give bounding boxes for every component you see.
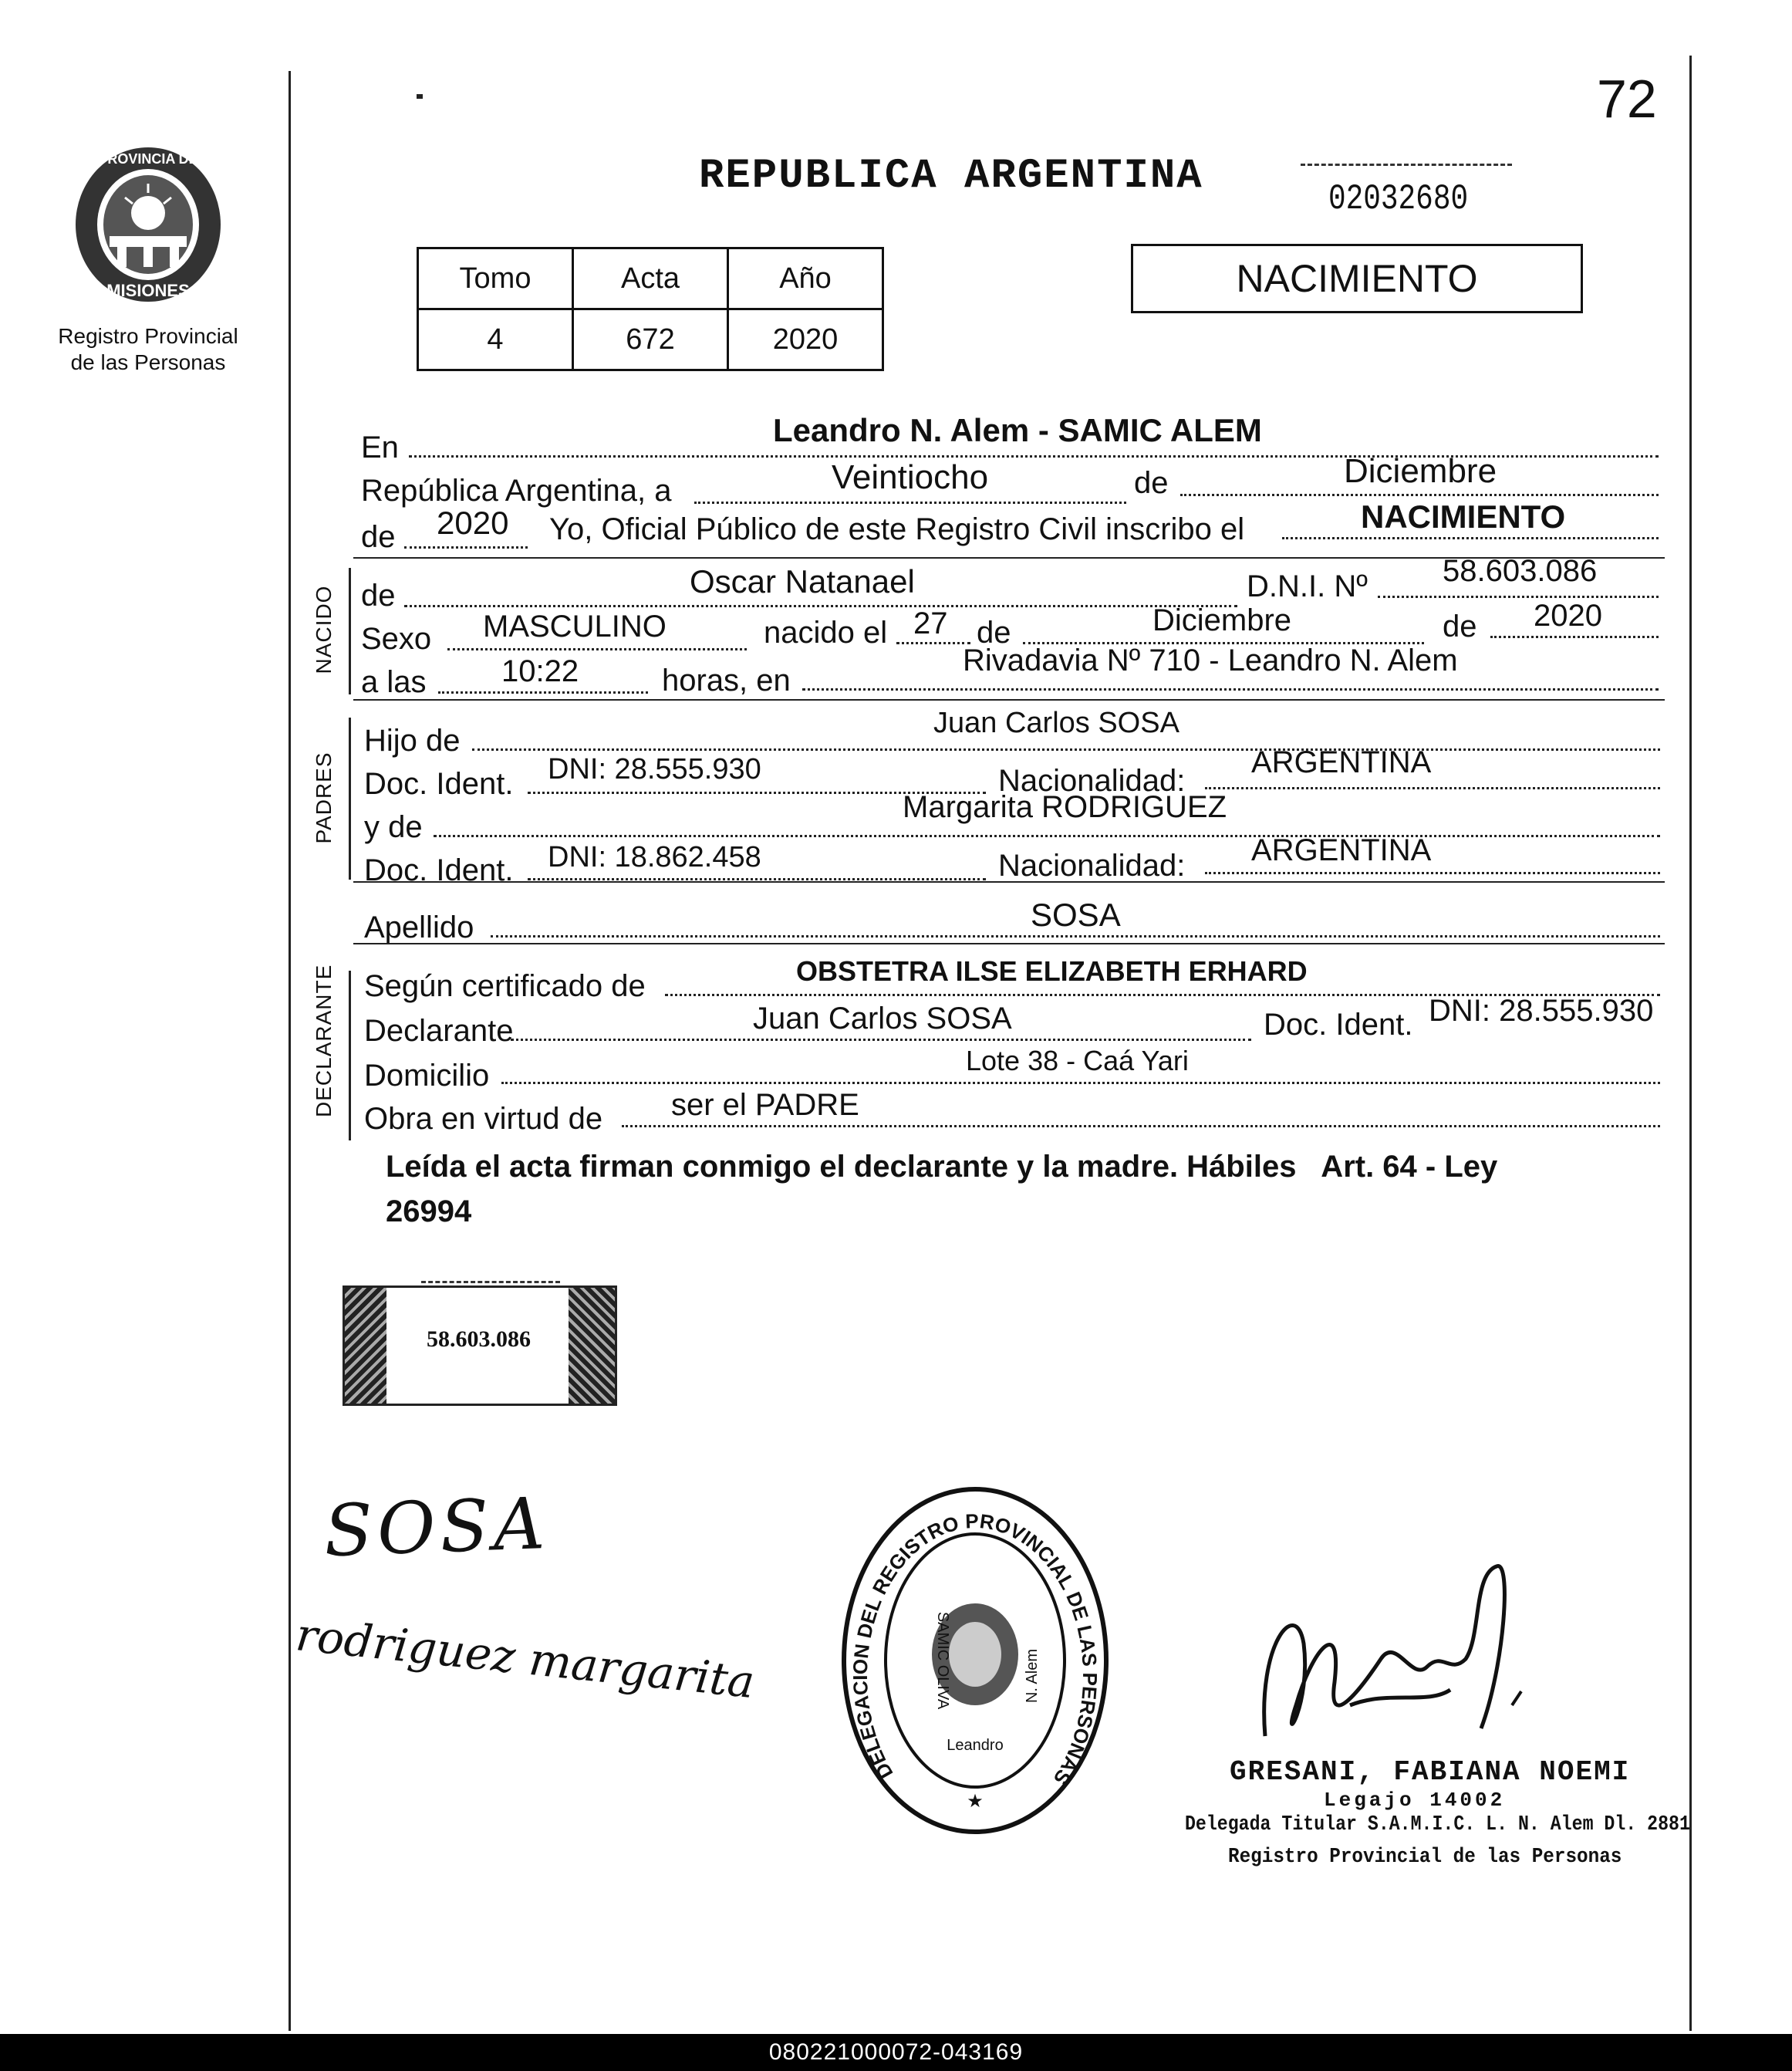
- dots-birth-year: [1490, 636, 1659, 638]
- domicilio-label: Domicilio: [364, 1059, 490, 1093]
- birth-time: 10:22: [501, 654, 579, 688]
- birth-month: Diciembre: [1152, 603, 1292, 637]
- hijo-de-label: Hijo de: [364, 724, 461, 758]
- dots-father: [472, 748, 1660, 751]
- padres-underline: [353, 881, 1665, 883]
- officer-text: Yo, Oficial Público de este Registro Civil inscribo el: [549, 512, 1245, 546]
- republic-label: República Argentina, a: [361, 474, 672, 508]
- nacido-section-label: NACIDO: [312, 585, 336, 674]
- fingerprint-block: [343, 1286, 617, 1406]
- sexo-label: Sexo: [361, 622, 432, 656]
- table-value-tomo: 4: [418, 309, 573, 370]
- fingerprint-left-icon: [345, 1288, 386, 1404]
- declarante-label: Declarante: [364, 1014, 514, 1048]
- left-border-line: [289, 71, 291, 2031]
- father-nationality: ARGENTINA: [1251, 745, 1432, 779]
- dots-month: [1180, 494, 1659, 496]
- obra-label: Obra en virtud de: [364, 1102, 603, 1136]
- page-number: 72: [1597, 69, 1657, 129]
- svg-text:PROVINCIA DE: PROVINCIA DE: [98, 151, 198, 167]
- inscription-type: NACIMIENTO: [1361, 498, 1566, 535]
- registry-table: [417, 247, 884, 371]
- nacido-de-label-3: de: [1443, 610, 1477, 644]
- official-registry: Registro Provincial de las Personas: [1228, 1846, 1622, 1869]
- fingerprint-right-icon: [569, 1288, 615, 1404]
- declarante-bracket: [349, 971, 351, 1140]
- en-label: En: [361, 431, 399, 465]
- declarant-name: Juan Carlos SOSA: [753, 1002, 1012, 1036]
- declarant-doc: DNI: 28.555.930: [1429, 994, 1654, 1028]
- de-label-2: de: [361, 520, 396, 554]
- registration-place: Leandro N. Alem - SAMIC ALEM: [773, 412, 1262, 448]
- mother-nationality: ARGENTINA: [1251, 833, 1432, 867]
- father-doc: DNI: 28.555.930: [548, 753, 761, 785]
- official-stamp: [839, 1483, 1111, 1838]
- dots-mother: [434, 835, 1660, 837]
- dots-birth-place: [802, 688, 1659, 691]
- declarant-address: Lote 38 - Caá Yari: [966, 1045, 1189, 1076]
- mother-doc-label: Doc. Ident.: [364, 853, 514, 887]
- misiones-seal-icon: [71, 144, 225, 313]
- official-name: GRESANI, FABIANA NOEMI: [1230, 1756, 1631, 1788]
- right-border-line: [1689, 56, 1692, 2031]
- alas-label: a las: [361, 665, 427, 699]
- apellido-underline: [353, 943, 1665, 944]
- footer-bar: [0, 2034, 1792, 2071]
- declarant-reason: ser el PADRE: [671, 1088, 859, 1122]
- table-header-acta: Acta: [573, 248, 728, 309]
- fingerprint-top-mark: [421, 1281, 560, 1283]
- fingerprint-number: 58.603.086: [427, 1326, 531, 1352]
- father-doc-label: Doc. Ident.: [364, 767, 514, 801]
- birth-certificate: OBSTETRA ILSE ELIZABETH ERHARD: [796, 955, 1308, 987]
- de-label-1: de: [1134, 466, 1169, 500]
- closing-note-line-1: Leída el acta firman conmigo el declarante y la madre. Hábiles Art. 64 - Ley: [386, 1150, 1498, 1184]
- act-type-box: [1131, 244, 1583, 313]
- padres-bracket: [349, 718, 351, 880]
- nacido-de-label: de: [361, 579, 396, 613]
- footer-code: 080221000072-043169: [768, 2039, 1024, 2065]
- dots-dni: [1378, 596, 1659, 598]
- signature-rodriguez-margarita: rodriguez margarita: [293, 1608, 758, 1709]
- registration-month: Diciembre: [1344, 452, 1497, 490]
- svg-text:SAMIC OLIVA: SAMIC OLIVA: [934, 1611, 951, 1710]
- logo-caption-2: de las Personas: [70, 350, 226, 374]
- svg-text:★: ★: [967, 1791, 984, 1812]
- dots-day: [694, 502, 1126, 504]
- svg-text:MISIONES: MISIONES: [106, 281, 190, 300]
- apellido-label: Apellido: [364, 910, 474, 944]
- declarante-section-label: DECLARANTE: [312, 964, 336, 1117]
- province-logo: [71, 144, 225, 313]
- dots-year: [404, 546, 528, 549]
- logo-caption-1: Registro Provincial: [58, 324, 238, 348]
- nacido-el-label: nacido el: [764, 616, 888, 650]
- signature-sosa: SOSA: [322, 1481, 551, 1573]
- declarant-doc-label: Doc. Ident.: [1264, 1008, 1413, 1042]
- control-number: 02032680: [1328, 179, 1469, 219]
- official-legajo: Legajo 14002: [1324, 1789, 1506, 1812]
- birth-year: 2020: [1534, 599, 1602, 633]
- svg-text:DELEGACION DEL REGISTRO PROVIN: DELEGACION DEL REGISTRO PROVINCIAL DE LAS PERSONAS: [848, 1509, 1102, 1789]
- dots-father-nat: [1205, 787, 1660, 789]
- act-type: NACIMIENTO: [1236, 257, 1478, 300]
- table-value-acta: 672: [573, 309, 728, 370]
- newborn-dni: 58.603.086: [1443, 554, 1598, 588]
- svg-text:Leandro: Leandro: [947, 1737, 1004, 1754]
- dots-sexo: [447, 648, 747, 650]
- official-signature-icon: [1250, 1551, 1527, 1782]
- mother-doc: DNI: 18.862.458: [548, 841, 761, 873]
- dots-inscription: [1282, 537, 1659, 539]
- mother-nationality-label: Nacionalidad:: [998, 849, 1186, 883]
- dots-mother-nat: [1205, 872, 1660, 874]
- table-value-anio: 2020: [728, 309, 883, 370]
- nacido-underline: [353, 699, 1665, 701]
- document-title: REPUBLICA ARGENTINA: [699, 153, 1203, 200]
- birth-day: 27: [913, 606, 948, 640]
- table-header-tomo: Tomo: [418, 248, 573, 309]
- dots-reason: [622, 1125, 1660, 1127]
- table-header-anio: Año: [728, 248, 883, 309]
- y-de-label: y de: [364, 810, 423, 844]
- dots-apellido: [491, 935, 1660, 938]
- registration-year: 2020: [437, 505, 509, 541]
- dots-address: [501, 1082, 1660, 1084]
- dots-declarant: [511, 1039, 1251, 1041]
- father-nationality-label: Nacionalidad:: [998, 764, 1186, 798]
- dni-label: D.N.I. Nº: [1247, 569, 1368, 603]
- registration-day: Veintiocho: [832, 458, 989, 496]
- newborn-sex: MASCULINO: [483, 610, 667, 644]
- dots-time: [438, 691, 648, 694]
- registry-stamp-icon: [839, 1483, 1111, 1838]
- horas-label: horas, en: [662, 664, 791, 698]
- svg-text:N. Alem: N. Alem: [1024, 1648, 1041, 1704]
- dots-name: [404, 605, 1237, 607]
- dots-birth-day: [896, 642, 970, 644]
- cert-label: Según certificado de: [364, 969, 646, 1003]
- nacido-bracket: [349, 568, 351, 694]
- nacido-de-label-2: de: [977, 616, 1011, 650]
- surname: SOSA: [1031, 897, 1121, 933]
- mother-name: Margarita RODRIGUEZ: [903, 790, 1227, 824]
- padres-section-label: PADRES: [312, 752, 336, 844]
- closing-note-line-2: 26994: [386, 1194, 472, 1228]
- dots-mother-doc: [528, 878, 986, 880]
- father-name: Juan Carlos SOSA: [933, 707, 1179, 739]
- newborn-name: Oscar Natanael: [690, 563, 915, 600]
- birth-place: Rivadavia Nº 710 - Leandro N. Alem: [963, 644, 1458, 677]
- official-title: Delegada Titular S.A.M.I.C. L. N. Alem Dl. 2881: [1185, 1813, 1690, 1836]
- scan-speck: [417, 94, 423, 99]
- control-number-top-line: [1301, 164, 1512, 166]
